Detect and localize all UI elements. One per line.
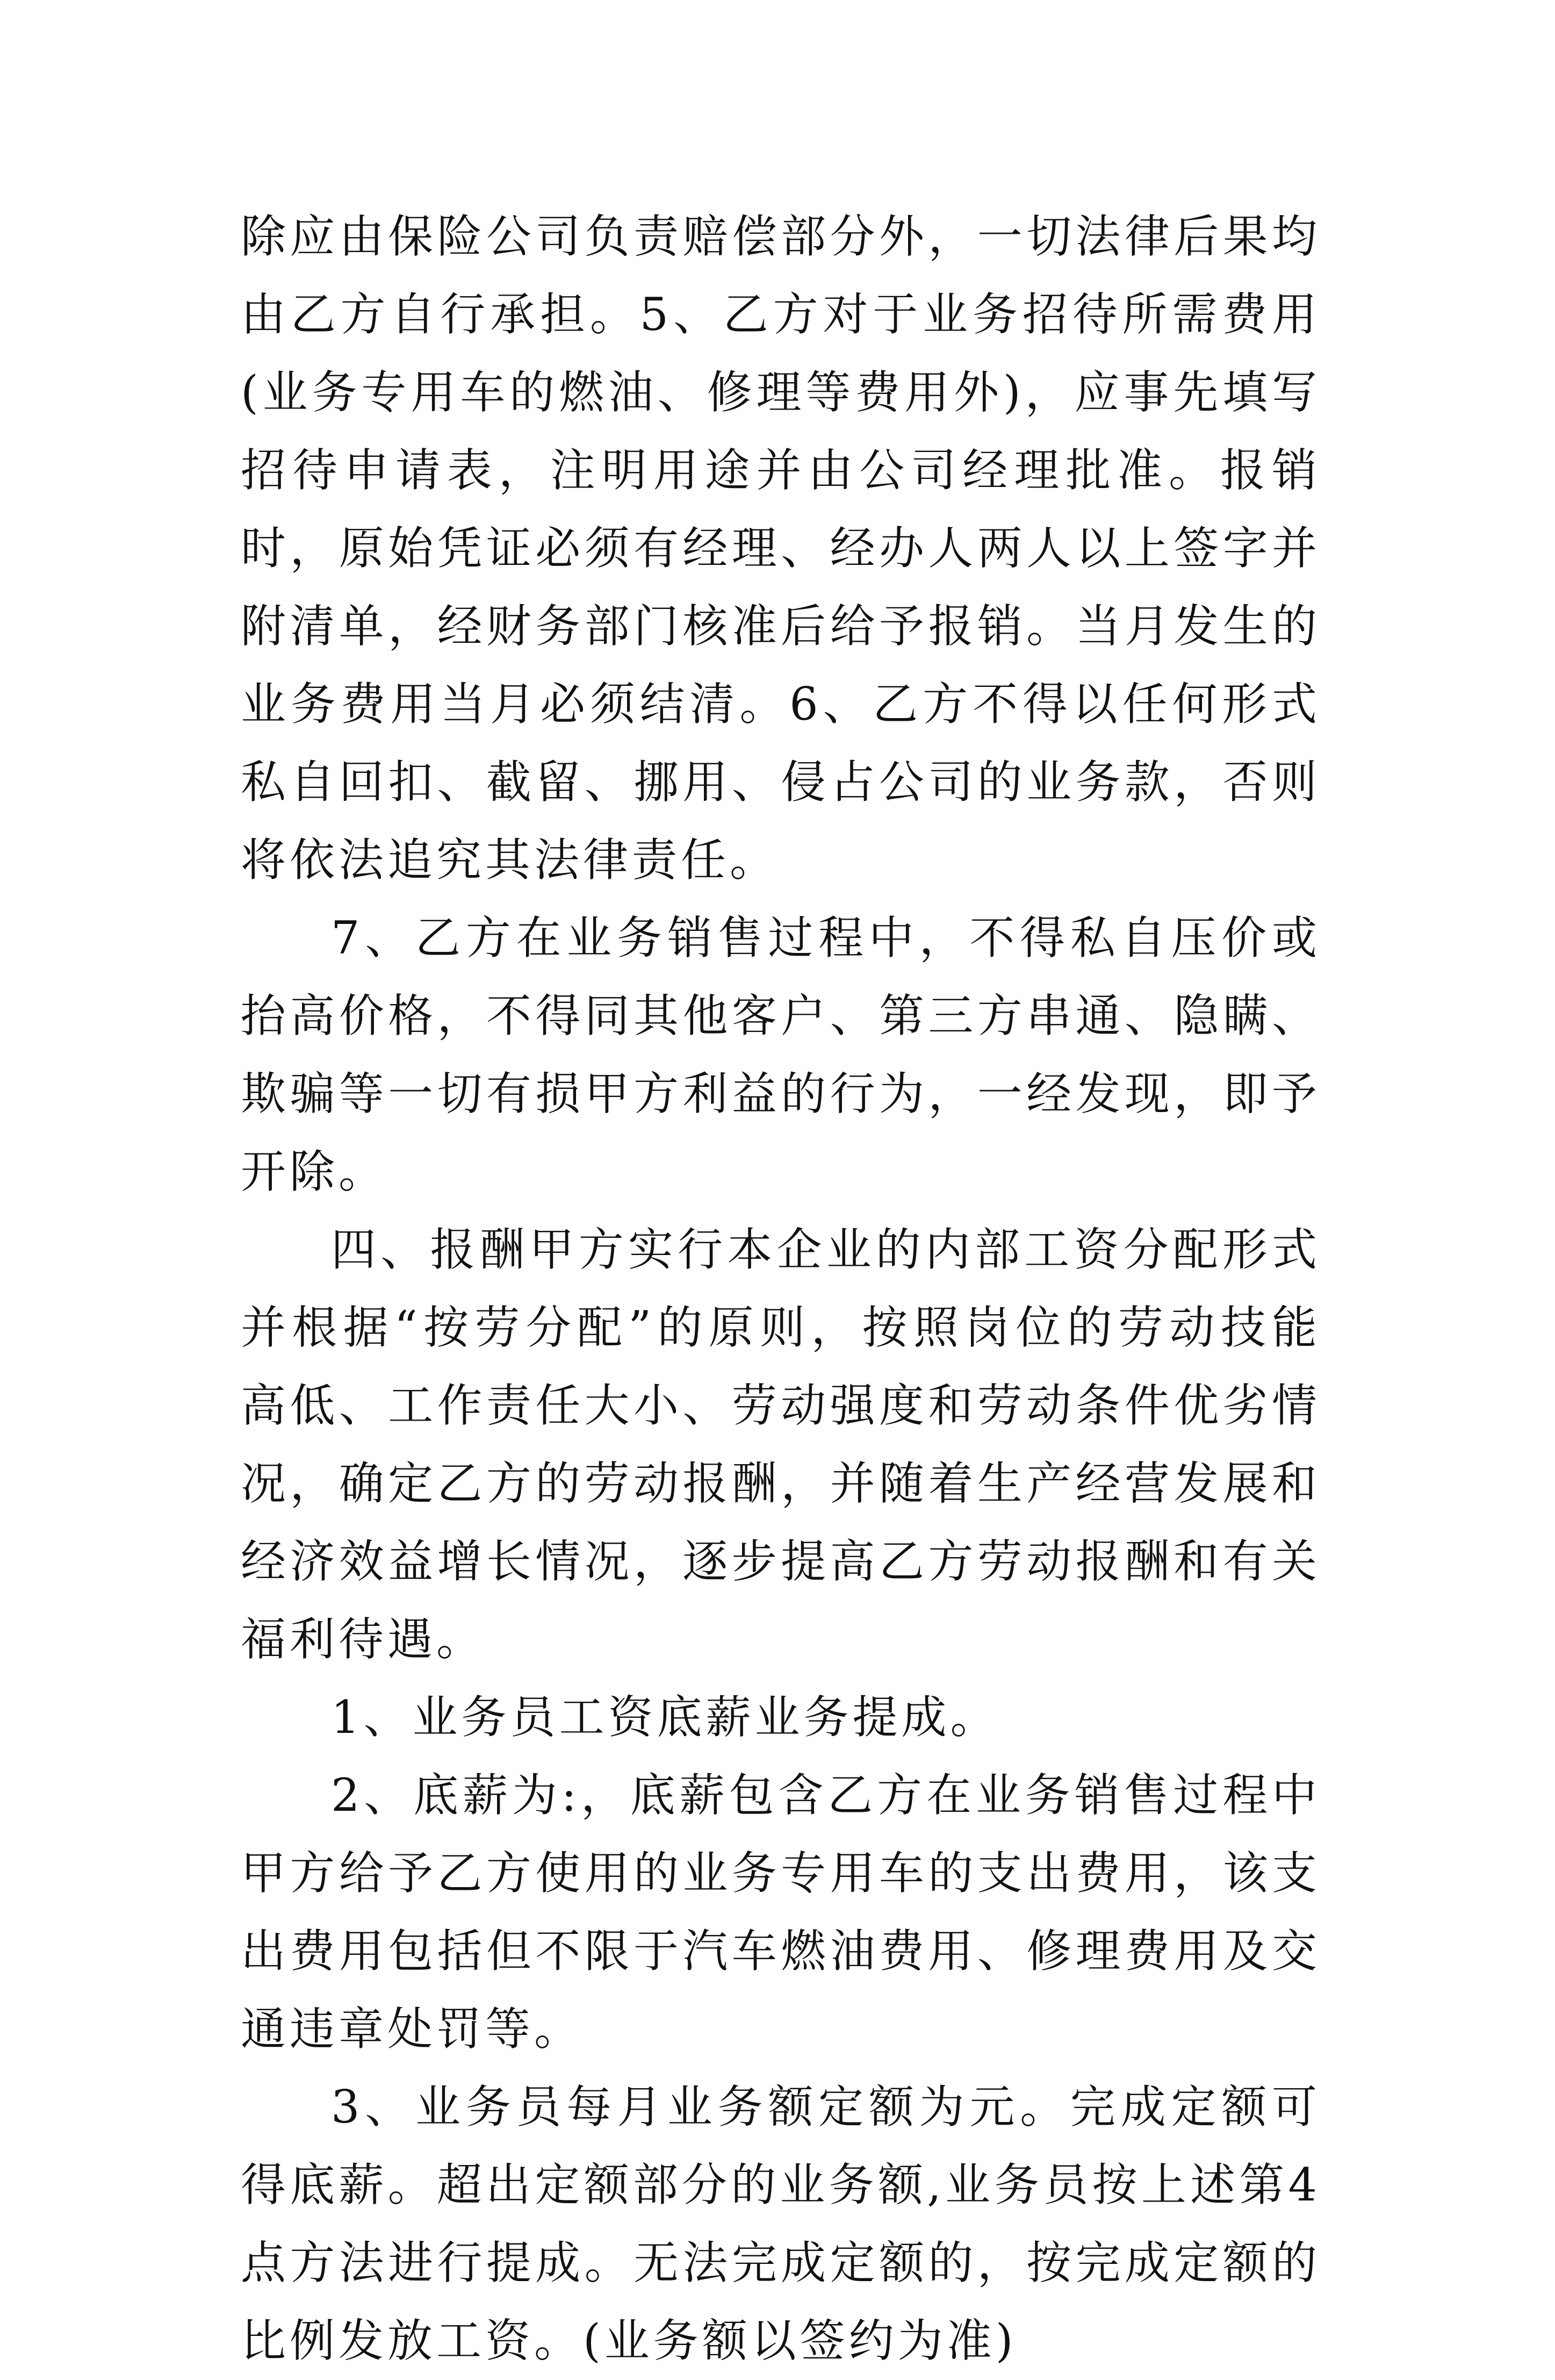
paragraph-item-1: 1、业务员工资底薪业务提成。 [331, 1691, 999, 1744]
paragraph-section-4-remuneration: 四、报酬甲方实行本企业的内部工资分配形式并根据“按劳分配”的原则，按照岗位的劳动技能高低、工作责任大小、劳动强度和劳动条件优劣情况，确定乙方的劳动报酬，并随着生产经营发展和经济效益增长情况，逐步提高乙方劳动报酬和有关福利待遇。 [241, 1223, 1321, 1666]
document-body [241, 198, 1321, 2380]
paragraph-liability-and-expenses: 除应由保险公司负责赔偿部分外，一切法律后果均由乙方自行承担。5、乙方对于业务招待所需费用(业务专用车的燃油、修理等费用外)，应事先填写招待申请表，注明用途并由公司经理批准。报销时，原始凭证必须有经理、经办人两人以上签字并附清单，经财务部门核准后给予报销。当月发生的业务费用当月必须结清。6、乙方不得以任何形式私自回扣、截留、挪用、侵占公司的业务款，否则将依法追究其法律责任。 [241, 210, 1321, 886]
paragraph-item-2: 2、底薪为:，底薪包含乙方在业务销售过程中甲方给予乙方使用的业务专用车的支出费用，该支出费用包括但不限于汽车燃油费用、修理费用及交通违章处罚等。 [241, 1769, 1321, 2055]
paragraph-item-7: 7、乙方在业务销售过程中，不得私自压价或抬高价格，不得同其他客户、第三方串通、隐瞒、欺骗等一切有损甲方利益的行为，一经发现，即予开除。 [241, 912, 1321, 1198]
paragraph-item-3: 3、业务员每月业务额定额为元。完成定额可得底薪。超出定额部分的业务额,业务员按上述第4点方法进行提成。无法完成定额的，按完成定额的比例发放工资。(业务额以签约为准) [241, 2081, 1321, 2367]
